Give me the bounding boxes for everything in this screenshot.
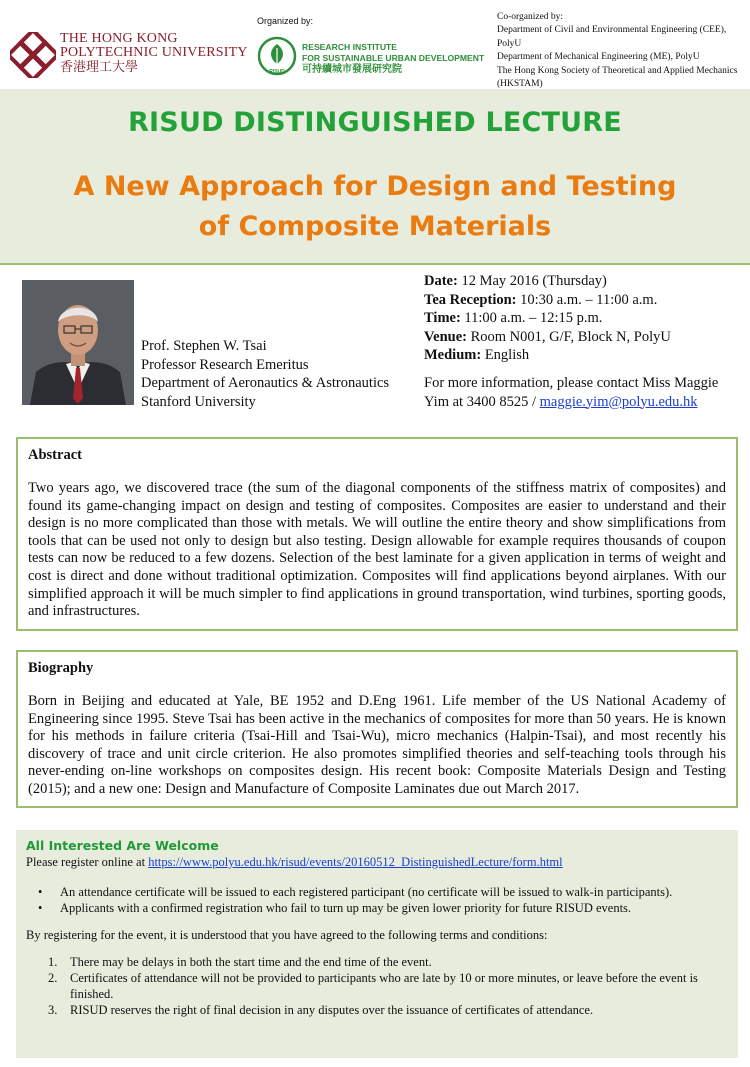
risud-name-line2: FOR SUSTAINABLE URBAN DEVELOPMENT bbox=[302, 53, 485, 63]
coorganizer-hkstam: The Hong Kong Society of Theoretical and Applied Mechanics (HKSTAM) bbox=[497, 65, 738, 90]
header bbox=[0, 0, 750, 88]
biography-heading: Biography bbox=[28, 660, 94, 676]
speaker-position: Professor Research Emeritus bbox=[141, 356, 309, 373]
registration-section bbox=[16, 830, 738, 1058]
event-date-value: 12 May 2016 (Thursday) bbox=[461, 273, 607, 289]
term-number: 3. bbox=[48, 1003, 58, 1017]
term-text: There may be delays in both the start time and the end time of the event. bbox=[70, 955, 432, 969]
lecture-title-line1: A New Approach for Design and Testing bbox=[73, 171, 677, 202]
organized-by-label: Organized by: bbox=[257, 16, 314, 26]
event-medium bbox=[424, 346, 744, 365]
list-item bbox=[26, 1002, 728, 1018]
event-venue-value: Room N001, G/F, Block N, PolyU bbox=[470, 328, 671, 345]
register-text: Please register online at bbox=[26, 855, 146, 869]
risud-name bbox=[302, 42, 484, 75]
risud-name-zh: 可持續城市發展研究院 bbox=[302, 64, 402, 75]
abstract-section bbox=[16, 437, 738, 631]
event-time-label: Time: bbox=[424, 310, 461, 326]
polyu-name-line2: POLYTECHNIC UNIVERSITY bbox=[60, 45, 248, 60]
event-tea bbox=[424, 291, 744, 310]
event-date bbox=[424, 272, 744, 291]
polyu-logo-icon bbox=[10, 32, 56, 78]
event-tea-value: 10:30 a.m. – 11:00 a.m. bbox=[520, 291, 658, 308]
welcome-heading: All Interested Are Welcome bbox=[26, 838, 219, 853]
register-link[interactable]: https://www.polyu.edu.hk/risud/events/20160512_DistinguishedLecture/form.html bbox=[148, 855, 563, 869]
list-item: • An attendance certificate will be issued to each registered participant (no certificate will be issued to walk-in participants). bbox=[26, 884, 728, 900]
polyu-name bbox=[60, 32, 248, 74]
term-text: Certificates of attendance will not be provided to participants who are late by 10 or more minutes, or leave before the event is finished. bbox=[70, 971, 698, 1001]
terms-intro: By registering for the event, it is understood that you have agreed to the following terms and conditions: bbox=[26, 928, 548, 942]
event-venue-label: Venue: bbox=[424, 328, 467, 345]
speaker-department: Department of Aeronautics & Astronautics bbox=[141, 375, 390, 391]
speaker-name: Prof. Stephen W. Tsai bbox=[141, 338, 267, 354]
term-number: 1. bbox=[48, 955, 58, 969]
event-medium-value: English bbox=[484, 347, 530, 363]
contact-info bbox=[424, 374, 744, 411]
speaker-portrait-icon bbox=[22, 280, 134, 405]
polyu-name-zh: 香港理工大學 bbox=[60, 59, 139, 74]
svg-text:RISUD: RISUD bbox=[269, 69, 285, 75]
coorganizer-me: Department of Mechanical Engineering (ME), PolyU bbox=[497, 52, 700, 63]
biography-text: Born in Beijing and educated at Yale, BE 1952 and D.Eng 1961. Life member of the US National Academy of Engineering since 1995. Steve Tsai has been active in the mechanics of composites for more than 50 years. He is known for his methods in failure criteria (Tsai-Hill and Tsai-Wu), micro mechanics (Halpin-Tsai), and most recently his discovery of trace and unit circle criterion. He also promotes simplified theories and self-teaching tools through his never-ending on-line workshops on composites design. His recent book: Composite Materials Design and Testing (2015); and a new one: Design and Manufacture of Composite Laminates due out March 2017. bbox=[28, 693, 726, 797]
risud-logo-icon bbox=[257, 36, 297, 76]
contact-email-link[interactable]: maggie.yim@polyu.edu.hk bbox=[539, 393, 698, 410]
event-details bbox=[424, 272, 744, 365]
speaker-info bbox=[141, 337, 389, 411]
contact-text: For more information, please contact Miss Maggie Yim at 3400 8525 / bbox=[424, 375, 719, 410]
register-line bbox=[26, 854, 728, 870]
event-date-label: Date: bbox=[424, 273, 458, 289]
list-item bbox=[26, 970, 728, 1002]
notice-list bbox=[26, 884, 728, 916]
lecture-series-title: RISUD DISTINGUISHED LECTURE bbox=[128, 107, 622, 138]
abstract-heading: Abstract bbox=[28, 447, 82, 463]
title-band bbox=[0, 89, 750, 265]
list-item: • Applicants with a confirmed registration who fail to turn up may be given lower priority for future RISUD events. bbox=[26, 900, 728, 916]
lecture-title-line2: of Composite Materials bbox=[198, 211, 552, 242]
coorganizers bbox=[497, 11, 747, 91]
coorganizer-cee: Department of Civil and Environmental Engineering (CEE), PolyU bbox=[497, 25, 727, 49]
event-time bbox=[424, 309, 744, 328]
term-text: RISUD reserves the right of final decision in any disputes over the issuance of certificates of attendance. bbox=[70, 1003, 594, 1017]
coorganized-by-label: Co-organized by: bbox=[497, 12, 564, 22]
speaker-photo bbox=[22, 280, 134, 405]
event-tea-label: Tea Reception: bbox=[424, 291, 517, 308]
terms-list bbox=[26, 954, 728, 1018]
lecture-title bbox=[0, 167, 750, 247]
event-time-value: 11:00 a.m. – 12:15 p.m. bbox=[464, 310, 603, 326]
abstract-text: Two years ago, we discovered trace (the sum of the diagonal components of the stiffness matrix of composites) and found its game-changing impact on design and testing of composites. Composites are easier to understand and their design is no more complicated than those with metals. We will outline the entire theory and show simplifications from tools that can be used not only to design but also testing. Design allowable for example requires thousands of coupon tests can now be reduced to a few dozens. Selection of the best laminate for a given application in terms of weight and cost is direct and done without traditional optimization. Composites will find applications beyond airplanes. With our simplified approach it will be much simpler to find applications in ground transportation, wind turbines, sporting goods, and infrastructures. bbox=[28, 480, 726, 620]
biography-section bbox=[16, 650, 738, 808]
speaker-university: Stanford University bbox=[141, 393, 256, 410]
event-medium-label: Medium: bbox=[424, 347, 482, 363]
polyu-name-line1: THE HONG KONG bbox=[60, 31, 178, 46]
term-number: 2. bbox=[48, 971, 58, 985]
list-item bbox=[26, 954, 728, 970]
risud-name-line1: RESEARCH INSTITUTE bbox=[302, 42, 398, 52]
event-venue bbox=[424, 328, 744, 347]
